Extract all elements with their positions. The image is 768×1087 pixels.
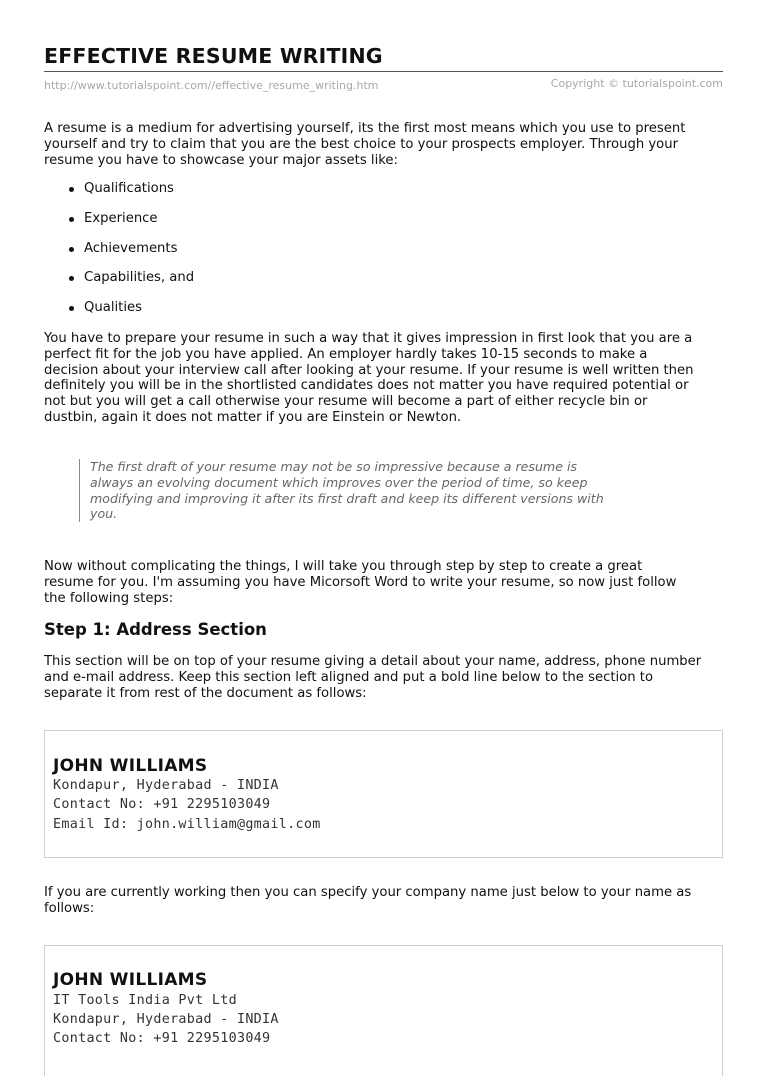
example-email: Email Id: john.william@gmail.com [53, 817, 321, 832]
list-item: Qualifications [44, 180, 194, 210]
example-address: Kondapur, Hyderabad - INDIA [53, 1012, 279, 1027]
list-item: Capabilities, and [44, 269, 194, 299]
assets-list [44, 180, 194, 329]
example-company: IT Tools India Pvt Ltd [53, 993, 237, 1008]
company-example-box [44, 945, 723, 1076]
address-example-box [44, 730, 723, 858]
step1-paragraph: This section will be on top of your resume giving a detail about your name, address, phone number and e-mail address. Keep this section left aligned and put a bold line below to the section to separate it from rest of the document as follows: [44, 654, 702, 701]
blockquote-note: The first draft of your resume may not be so impressive because a resume is always an evolving document which improves over the period of time, so keep modifying and improving it after its first draft and keep its different versions with you. [79, 459, 675, 522]
example-address: Kondapur, Hyderabad - INDIA [53, 778, 279, 793]
list-item: Achievements [44, 240, 194, 270]
copyright-notice: Copyright © tutorialspoint.com [550, 77, 723, 90]
prepare-paragraph: You have to prepare your resume in such a way that it gives impression in first look that you are a perfect fit for the job you have applied. An employer hardly takes 10-15 seconds to make a decision about your interview call after looking at your resume. If your resume is well written then definitely you will be in the shortlisted candidates does not matter you have required potential or not but you will get a call otherwise your resume will become a part of either recycle bin or dustbin, again it does not matter if you are Einstein or Newton. [44, 331, 694, 425]
example-name: JOHN WILLIAMS [53, 756, 208, 776]
intro-paragraph: A resume is a medium for advertising yourself, its the first most means which you use to present yourself and try to claim that you are the best choice to your prospects employer. Through your resume you have to showcase your major assets like: [44, 121, 686, 168]
example-contact: Contact No: +91 2295103049 [53, 1031, 271, 1046]
company-note-paragraph: If you are currently working then you can specify your company name just below to your name as follows: [44, 885, 692, 916]
list-item: Qualities [44, 299, 194, 329]
example-name: JOHN WILLIAMS [53, 970, 208, 990]
title-rule [44, 71, 723, 72]
example-contact: Contact No: +91 2295103049 [53, 797, 271, 812]
page-title: EFFECTIVE RESUME WRITING [44, 44, 383, 68]
list-item: Experience [44, 210, 194, 240]
step1-heading: Step 1: Address Section [44, 620, 267, 639]
source-url[interactable]: http://www.tutorialspoint.com//effective_resume_writing.htm [44, 79, 379, 92]
steps-intro-paragraph: Now without complicating the things, I will take you through step by step to create a great resume for you. I'm assuming you have Micorsoft Word to write your resume, so now just follow the following steps: [44, 559, 677, 606]
